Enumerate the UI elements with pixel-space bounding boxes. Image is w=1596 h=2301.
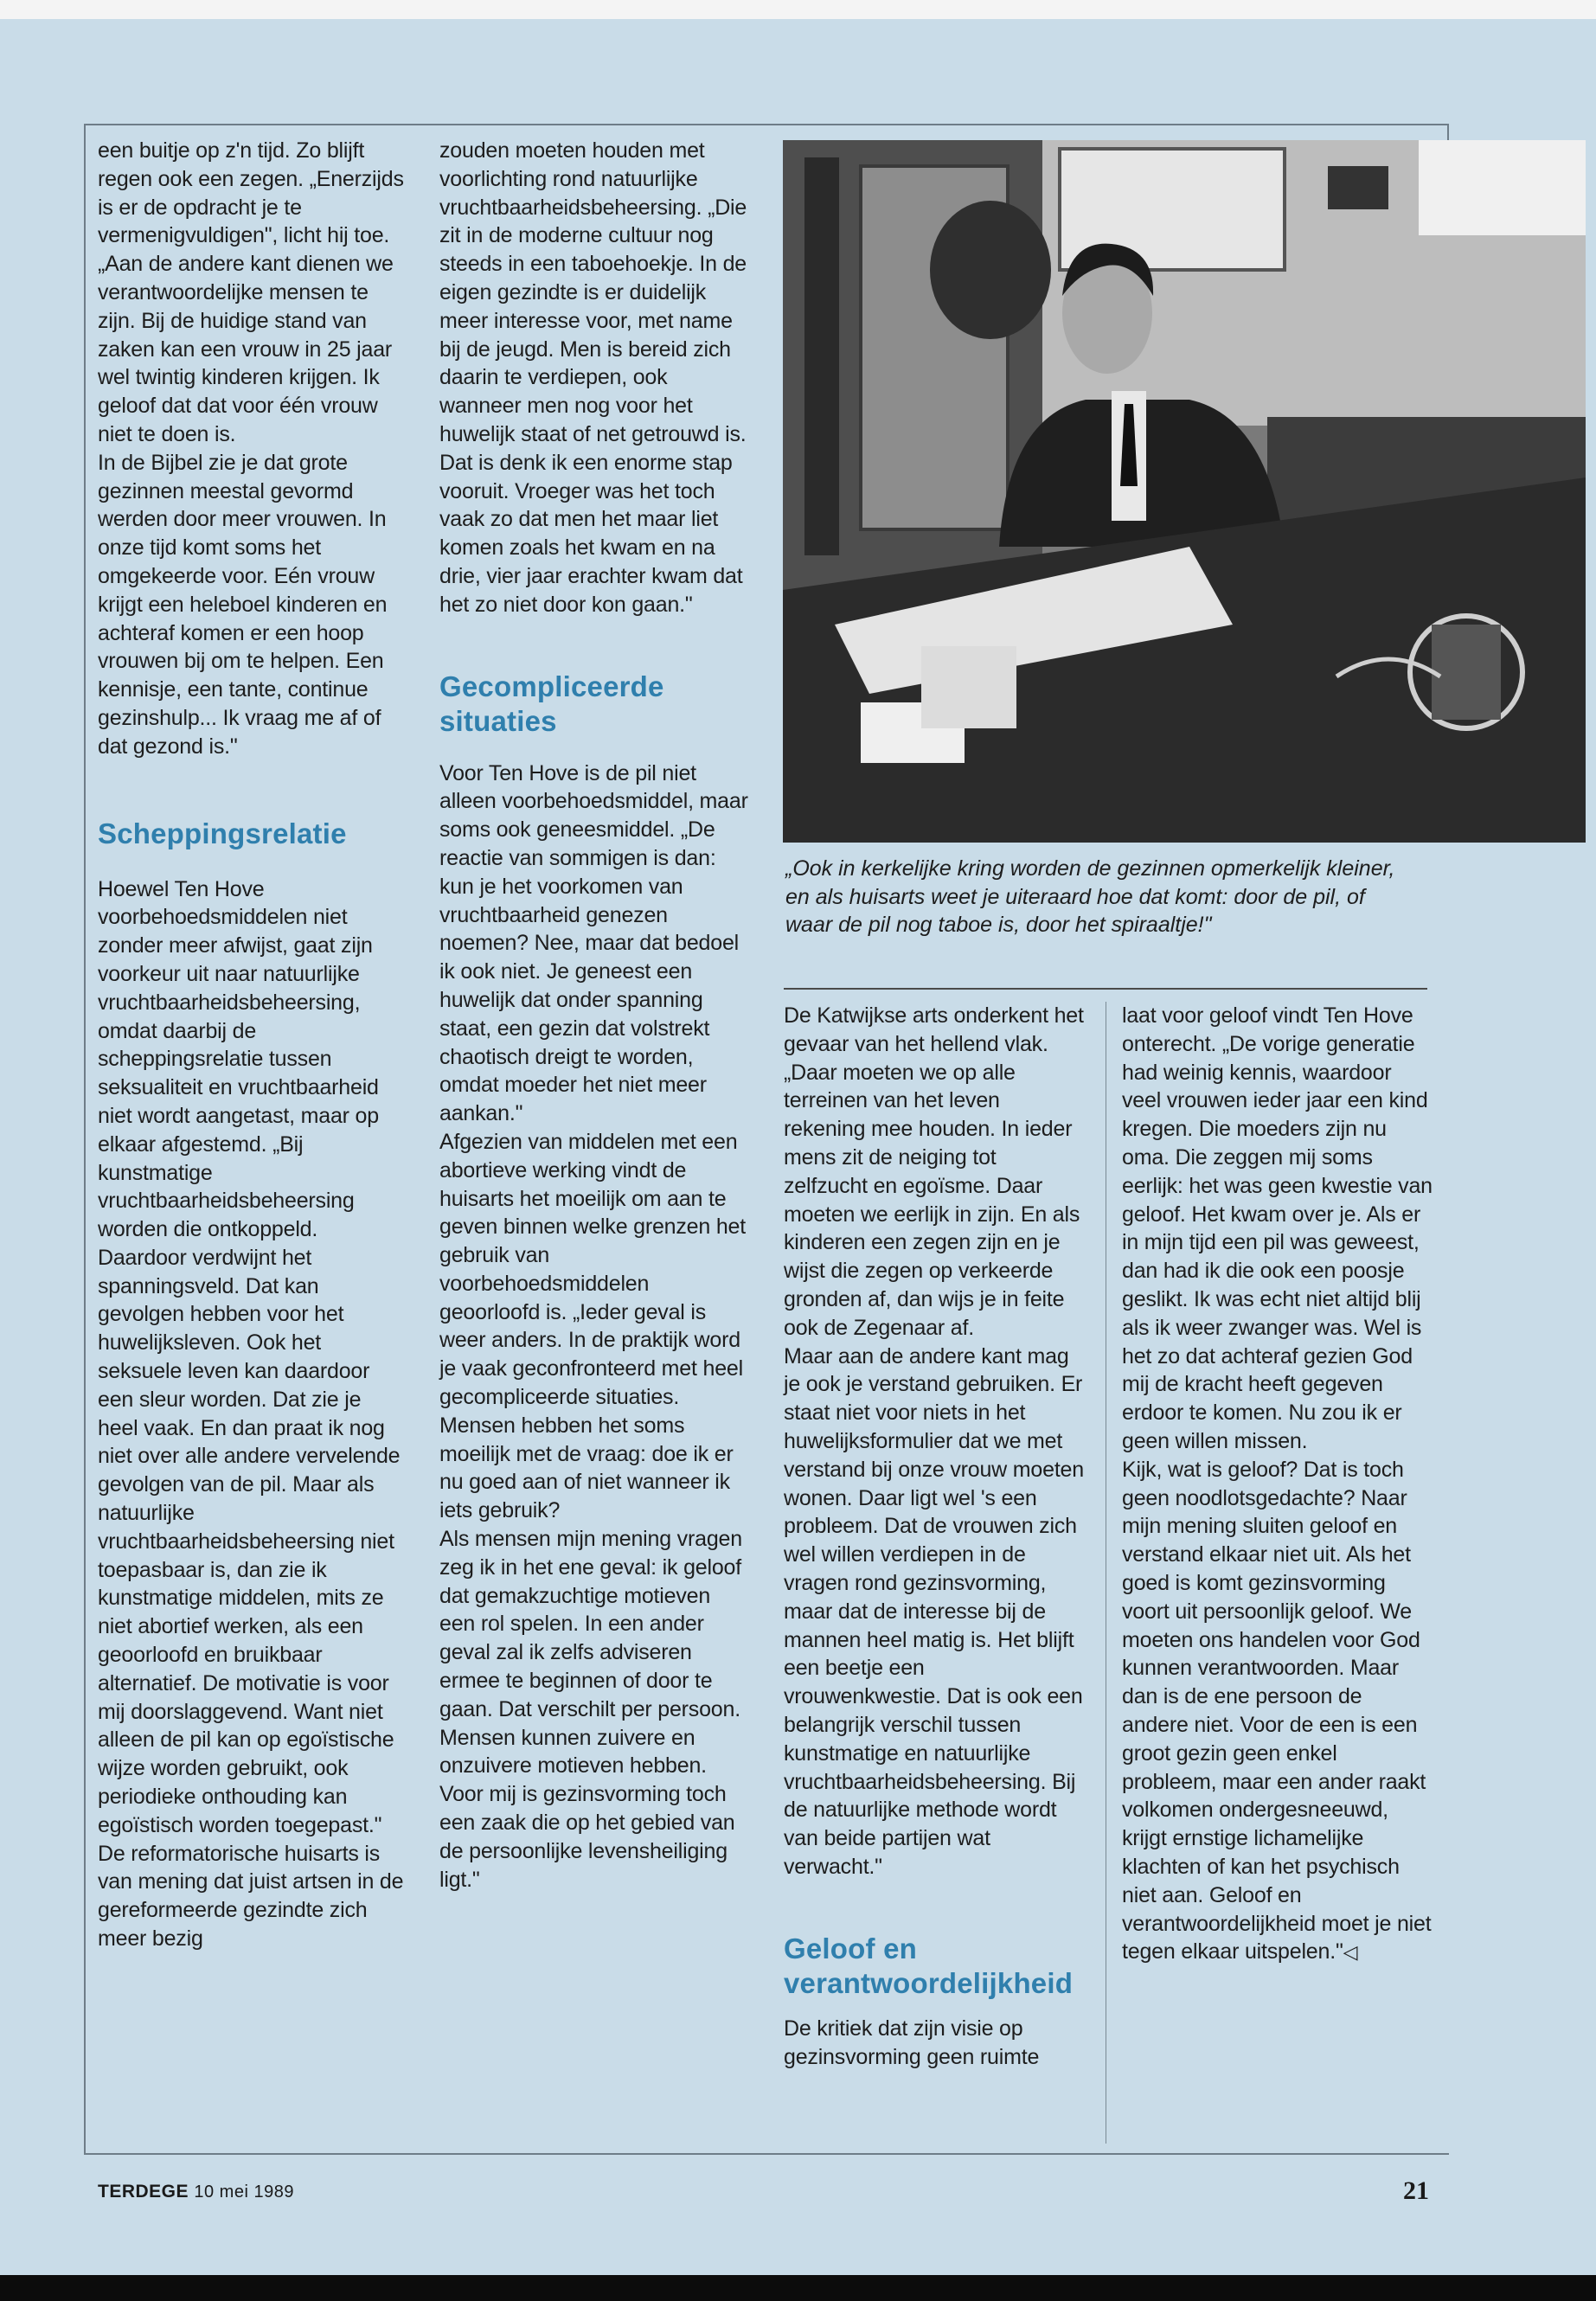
article-column-4 — [1122, 1002, 1433, 1967]
paragraph: laat voor geloof vindt Ten Hove onterecht. „De vorige generatie had weinig kennis, waardoor veel vrouwen ieder jaar een kind kregen. Die moeders zijn nu oma. Die zeggen mij soms eerlijk: het was geen kwestie van geloof. Het kwam over je. Als er in mijn tijd een pil was geweest, dan had ik die ook een poosje geslikt. Ik was echt niet altijd blij als ik weer zwanger was. Wel is het zo dat achteraf gezien God mij de kracht heeft gegeven erdoor te komen. Nu zou ik er geen willen missen. — [1122, 1003, 1433, 1453]
page-number: 21 — [1403, 2176, 1429, 2205]
paragraph: De kritiek dat zijn visie op gezinsvorming geen ruimte — [784, 2016, 1040, 2069]
footer-publication — [98, 2182, 294, 2202]
paragraph: Voor Ten Hove is de pil niet alleen voorbehoedsmiddel, maar soms ook geneesmiddel. „De reactie van sommigen is dan: kun je het voorkomen van vruchtbaarheid genezen noemen? Nee, maar dat bedoel ik ook niet. Je geneest een huwelijk dat onder spanning staat, een gezin dat volstrekt chaotisch dreigt te worden, omdat moeder het niet meer aankan." — [439, 760, 748, 1126]
section-heading-gecompliceerde-situaties: Gecompliceerde situaties — [439, 670, 664, 737]
article-column-2 — [439, 137, 749, 1894]
article-column-3 — [784, 1002, 1085, 2071]
caption-rule — [784, 988, 1427, 990]
paragraph-text: Kijk, wat is geloof? Dat is toch geen noodlotsgedachte? Naar mijn mening sluiten geloof en verstand elkaar niet uit. Als het goed is komt gezinsvorming voort uit persoonlijk geloof. We moeten ons handelen voor God kunnen verantwoorden. Maar dan is de ene persoon de andere niet. Voor de een is een groot gezin geen enkel probleem, maar een ander raakt volkomen ondergesneeuwd, krijgt ernstige lichamelijke klachten of kan het psychisch niet aan. Geloof en verantwoordelijkheid moet je niet tegen elkaar uitspelen." — [1122, 1457, 1432, 1965]
section-heading-geloof-en-verantwoordelijkheid: Geloof en verantwoordelijkheid — [784, 1932, 1074, 1999]
paragraph: Afgezien van middelen met een abortieve werking vindt de huisarts het moeilijk om aan te geven binnen welke grenzen het gebruik van voorbehoedsmiddelen geoorloofd is. „Ieder geval is weer anders. In de praktijk word je vaak geconfronteerd met heel gecompliceerde situaties. Mensen hebben het soms moeilijk met de vraag: doe ik er nu goed aan of niet wanneer ik iets gebruik? — [439, 1129, 746, 1523]
photo-doctor-at-desk — [783, 140, 1586, 843]
magazine-name: TERDEGE — [98, 2182, 189, 2202]
bottom-page-edge — [0, 2275, 1596, 2301]
paragraph: De Katwijkse arts onderkent het gevaar van het hellend vlak. „Daar moeten we op alle terreinen van het leven rekening mee houden. In ieder mens zit de neiging tot zelfzucht en egoïsme. Daar moeten we eerlijk in zijn. En als kinderen een zegen zijn en je wijst die zegen op verkeerde gronden af, dan wijs je in feite ook de Zegenaar af. — [784, 1003, 1084, 1340]
paragraph: In de Bijbel zie je dat grote gezinnen meestal gevormd werden door meer vrouwen. In onze tijd komt soms het omgekeerde voor. Eén vrouw krijgt een heleboel kinderen en achteraf komen er een hoop vrouwen bij om te helpen. Een kennisje, een tante, continue gezinshulp... Ik vraag me af of dat gezond is." — [98, 450, 388, 759]
frame-rule-left — [84, 124, 86, 2155]
photo-caption: „Ook in kerkelijke kring worden de gezinnen opmerkelijk kleiner, en als huisarts weet je uiteraard hoe dat komt: door de pil, of waar de pil nog taboe is, door het spiraaltje!" — [785, 856, 1395, 937]
paragraph: De reformatorische huisarts is van mening dat juist artsen in de gereformeerde gezindte zich meer bezig — [98, 1841, 404, 1952]
paragraph — [1122, 1456, 1433, 1967]
top-page-edge — [0, 0, 1596, 19]
frame-rule-bottom — [84, 2153, 1449, 2155]
frame-rule-top — [84, 124, 1449, 125]
article-photo — [783, 140, 1586, 843]
end-mark-icon: ◁ — [1343, 1941, 1358, 1964]
paragraph: zouden moeten houden met voorlichting rond natuurlijke vruchtbaarheidsbeheersing. „Die zit in de moderne cultuur nog steeds in een taboehoekje. In de eigen gezindte is er duidelijk meer interesse voor, met name bij de jeugd. Men is bereid zich daarin te verdiepen, ook wanneer men nog voor het huwelijk staat of net getrouwd is. Dat is denk ik een enorme stap vooruit. Vroeger was het toch vaak zo dat men het maar liet komen zoals het kwam en na drie, vier jaar erachter kwam dat het zo niet door kon gaan." — [439, 138, 747, 617]
paragraph: Hoewel Ten Hove voorbehoedsmiddelen niet zonder meer afwijst, gaat zijn voorkeur uit naar natuurlijke vruchtbaarheidsbeheersing, omdat daarbij de scheppingsrelatie tussen seksualiteit en vruchtbaarheid niet wordt aangetast, maar op elkaar afgestemd. „Bij kunstmatige vruchtbaarheidsbeheersing worden die ontkoppeld. Daardoor verdwijnt het spanningsveld. Dat kan gevolgen hebben voor het huwelijksleven. Ook het seksuele leven kan daardoor een sleur worden. Dat zie je heel vaak. En dan praat ik nog niet over alle andere vervelende gevolgen van de pil. Maar als natuurlijke vruchtbaarheidsbeheersing niet toepasbaar is, dan zie ik kunstmatige middelen, mits ze niet abortief werken, als een geoorloofd en bruikbaar alternatief. De motivatie is voor mij doorslaggevend. Want niet alleen de pil kan op egoïstische wijze worden gebruikt, ook periodieke onthouding kan egoïstisch worden toegepast." — [98, 876, 401, 1837]
article-column-1 — [98, 137, 405, 1953]
issue-date: 10 mei 1989 — [194, 2182, 294, 2202]
paragraph: Maar aan de andere kant mag je ook je verstand gebruiken. Er staat niet voor niets in het huwelijksformulier dat we met verstand bij onze vrouw moeten wonen. Daar ligt wel 's een probleem. Dat de vrouwen zich wel willen verdiepen in de vragen rond gezinsvorming, maar dat de interesse bij de mannen heel matig is. Het blijft een beetje een vrouwenkwestie. Dat is ook een belangrijk verschil tussen kunstmatige en natuurlijke vruchtbaarheidsbeheersing. Bij de natuurlijke methode wordt van beide partijen wat verwacht." — [784, 1343, 1084, 1879]
paragraph: Als mensen mijn mening vragen zeg ik in het ene geval: ik geloof dat gemakzuchtige motieven een rol spelen. In een ander geval zal ik zelfs adviseren ermee te beginnen of door te gaan. Dat verschilt per persoon. Mensen kunnen zuivere en onzuivere motieven hebben. Voor mij is gezinsvorming toch een zaak die op het gebied van de persoonlijke levensheiliging ligt." — [439, 1527, 742, 1892]
section-heading-scheppingsrelatie: Scheppingsrelatie — [98, 817, 347, 849]
paragraph: een buitje op z'n tijd. Zo blijft regen ook een zegen. „Enerzijds is er de opdracht je te vermenigvuldigen", licht hij toe. „Aan de andere kant dienen we verantwoordelijke mensen te zijn. Bij de huidige stand van zaken kan een vrouw in 25 jaar wel twintig kinderen krijgen. Ik geloof dat dat voor één vrouw niet te doen is. — [98, 138, 404, 446]
